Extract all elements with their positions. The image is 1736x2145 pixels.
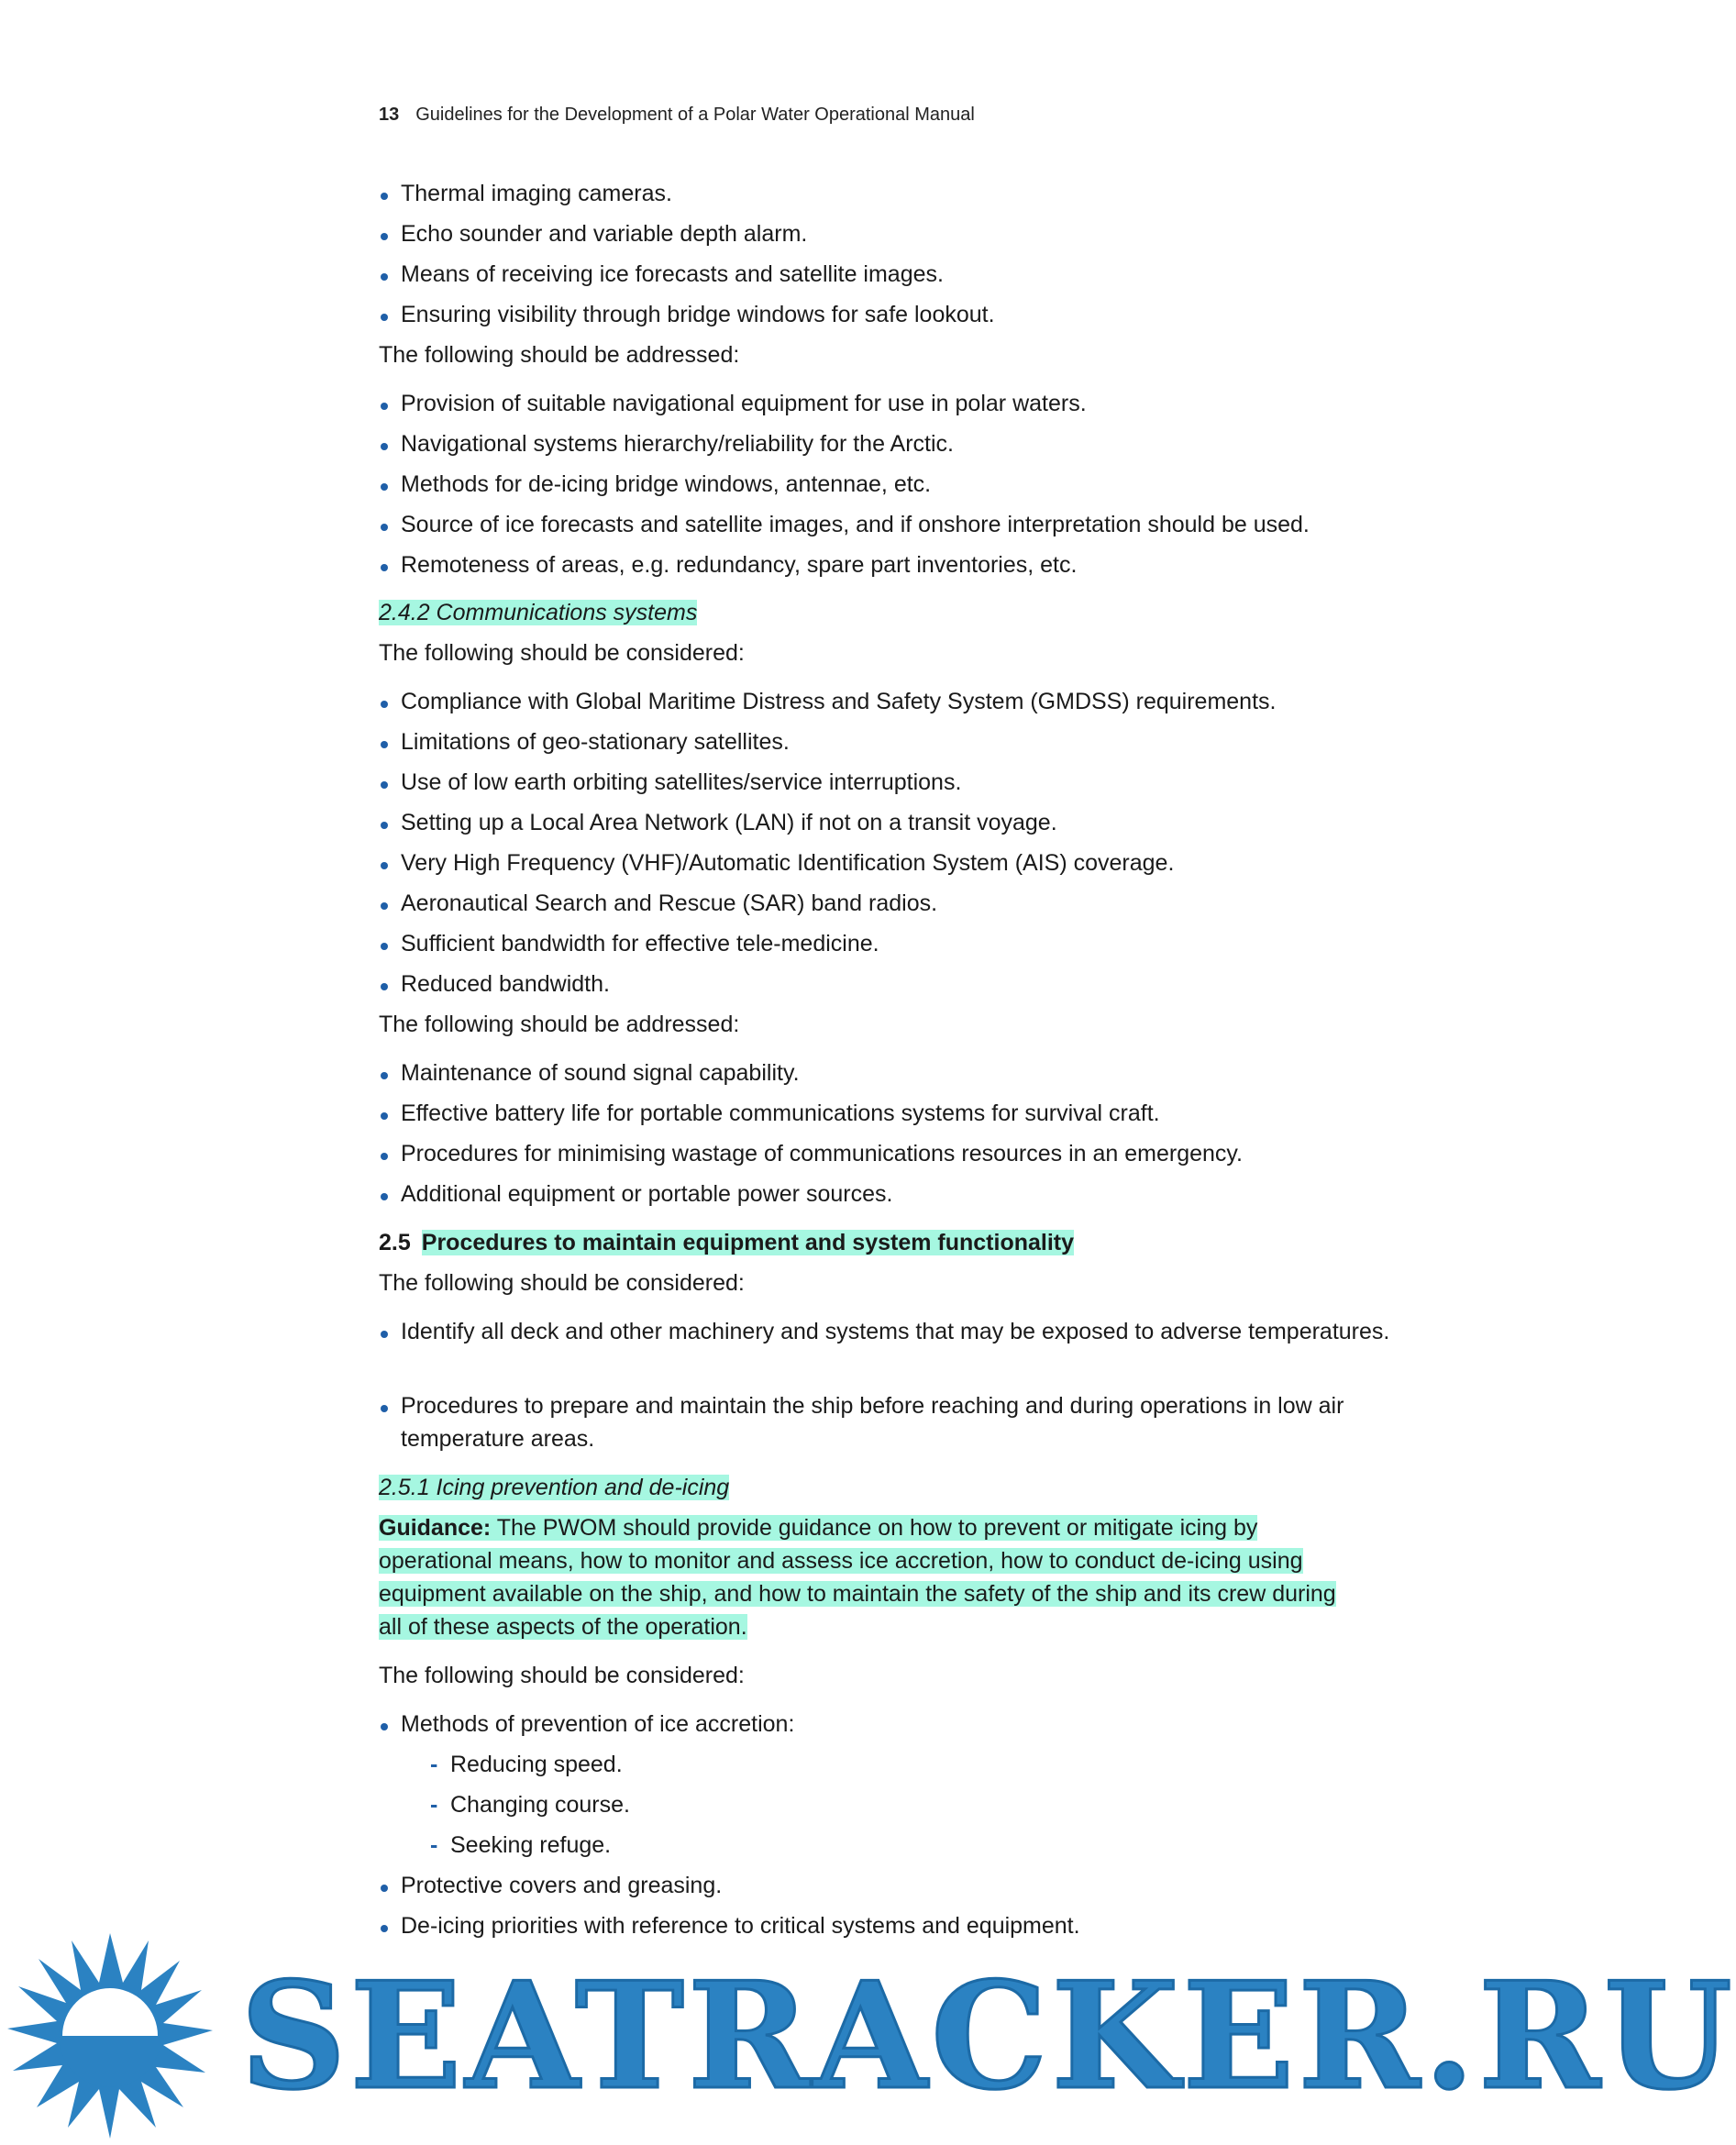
- list-item: Procedures to prepare and maintain the ship before reaching and during operations in low air temperature areas.: [379, 1389, 1410, 1455]
- sub-list-item: - Seeking refuge.: [430, 1829, 611, 1862]
- intro-text: The following should be considered:: [379, 1270, 745, 1296]
- list-item: Means of receiving ice forecasts and satellite images.: [379, 258, 944, 291]
- section-heading-2-4-2: 2.4.2 Communications systems: [379, 600, 698, 625]
- intro-text: The following should be considered:: [379, 640, 745, 666]
- list-item: Effective battery life for portable communications systems for survival craft.: [379, 1097, 1160, 1130]
- list-item: Use of low earth orbiting satellites/service interruptions.: [379, 766, 961, 799]
- sunburst-icon: [7, 1933, 213, 2139]
- list-item: Provision of suitable navigational equipment for use in polar waters.: [379, 387, 1087, 420]
- list-item: Sufficient bandwidth for effective tele-medicine.: [379, 927, 879, 960]
- sub-list-item: - Changing course.: [430, 1788, 630, 1821]
- list-item: Methods of prevention of ice accretion:: [379, 1708, 794, 1741]
- page-number: 13: [379, 105, 400, 125]
- list-item: Methods for de-icing bridge windows, antennae, etc.: [379, 468, 931, 501]
- list-item: Ensuring visibility through bridge windows for safe lookout.: [379, 298, 995, 331]
- list-item: Reduced bandwidth.: [379, 967, 610, 1001]
- guidance-line: operational means, how to monitor and assess ice accretion, how to conduct de-icing using: [379, 1548, 1303, 1574]
- intro-text: The following should be addressed:: [379, 342, 740, 368]
- sub-list-item: - Reducing speed.: [430, 1748, 623, 1781]
- guidance-line: all of these aspects of the operation.: [379, 1614, 747, 1640]
- list-item: Protective covers and greasing.: [379, 1869, 722, 1902]
- list-item: Aeronautical Search and Rescue (SAR) band radios.: [379, 887, 937, 920]
- watermark-text: SEATRACKER.RU: [240, 1950, 1736, 2122]
- list-item: Procedures for minimising wastage of communications resources in an emergency.: [379, 1137, 1243, 1170]
- intro-text: The following should be addressed:: [379, 1012, 740, 1037]
- section-heading-2-5-1: 2.5.1 Icing prevention and de-icing: [379, 1475, 730, 1500]
- running-header: [379, 105, 975, 126]
- list-item: Source of ice forecasts and satellite images, and if onshore interpretation should be used.: [379, 508, 1310, 541]
- header-title: Guidelines for the Development of a Polar Water Operational Manual: [415, 105, 975, 125]
- list-item: Thermal imaging cameras.: [379, 177, 672, 210]
- list-item: Navigational systems hierarchy/reliability for the Arctic.: [379, 427, 954, 460]
- guidance-line: Guidance: The PWOM should provide guidance on how to prevent or mitigate icing by: [379, 1515, 1258, 1541]
- list-item: De-icing priorities with reference to critical systems and equipment.: [379, 1909, 1080, 1942]
- list-item: Remoteness of areas, e.g. redundancy, spare part inventories, etc.: [379, 548, 1077, 581]
- list-item: Maintenance of sound signal capability.: [379, 1056, 800, 1089]
- list-item: Limitations of geo-stationary satellites.: [379, 725, 790, 758]
- guidance-line: equipment available on the ship, and how to maintain the safety of the ship and its crew during: [379, 1581, 1336, 1607]
- list-item: Setting up a Local Area Network (LAN) if not on a transit voyage.: [379, 806, 1057, 839]
- list-item: Additional equipment or portable power sources.: [379, 1178, 892, 1211]
- intro-text: The following should be considered:: [379, 1663, 745, 1688]
- list-item: Identify all deck and other machinery and systems that may be exposed to adverse temperatures.: [379, 1315, 1410, 1348]
- section-heading-2-5: 2.5 Procedures to maintain equipment and system functionality: [379, 1230, 1075, 1255]
- list-item: Echo sounder and variable depth alarm.: [379, 217, 807, 250]
- list-item: Very High Frequency (VHF)/Automatic Identification System (AIS) coverage.: [379, 846, 1174, 879]
- list-item: Compliance with Global Maritime Distress and Safety System (GMDSS) requirements.: [379, 685, 1276, 718]
